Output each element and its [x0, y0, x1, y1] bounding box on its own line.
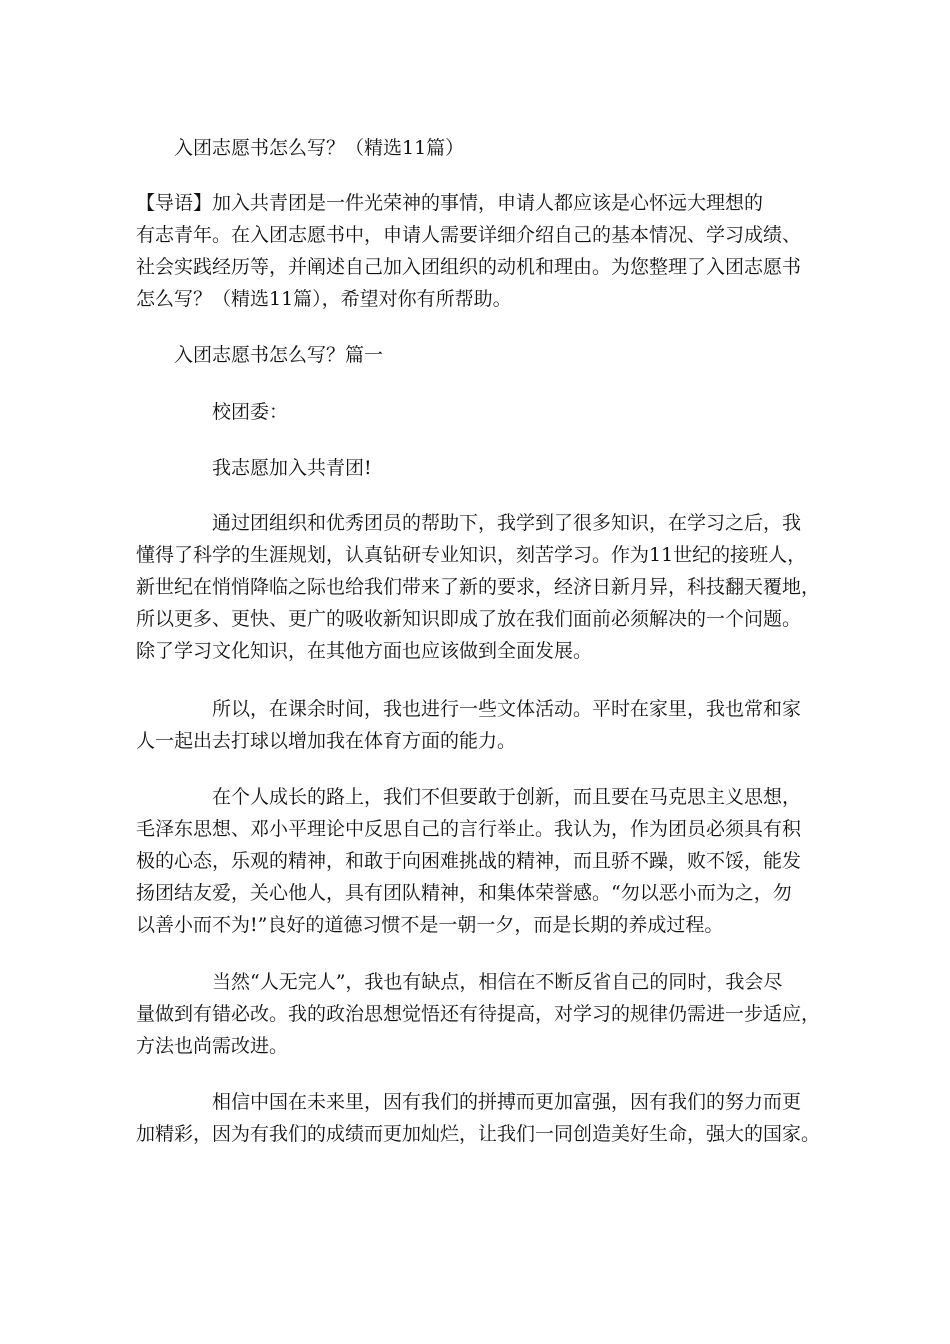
paragraph-line: 毛泽东思想、邓小平理论中反思自己的言行举止。我认为，作为团员必须具有积 [136, 818, 802, 840]
intro-line: 有志青年。在入团志愿书中，申请人需要详细介绍自己的基本情况、学习成绩、 [136, 224, 802, 246]
paragraph-line: 以善小而不为!”良好的道德习惯不是一朝一夕，而是长期的养成过程。 [136, 914, 724, 936]
declaration-line: 我志愿加入共青团! [212, 457, 372, 479]
body-paragraph-4 [136, 966, 826, 1062]
paragraph-line: 相信中国在未来里，因有我们的拼搏而更加富强，因有我们的努力而更 [212, 1091, 802, 1113]
intro-line: 怎么写？（精选11篇），希望对你有所帮助。 [136, 288, 512, 310]
paragraph-line: 量做到有错必改。我的政治思想觉悟还有待提高，对学习的规律仍需进一步适应， [136, 1003, 821, 1025]
intro-line: 社会实践经历等，并阐述自己加入团组织的动机和理由。为您整理了入团志愿书 [136, 256, 802, 278]
section-heading [136, 339, 826, 371]
title-line: 入团志愿书怎么写？（精选11篇） [174, 137, 465, 159]
paragraph-line: 人一起出去打球以增加我在体育方面的能力。 [136, 730, 517, 752]
paragraph-line: 除了学习文化知识，在其他方面也应该做到全面发展。 [136, 640, 593, 662]
paragraph-line: 方法也尚需改进。 [136, 1035, 289, 1057]
section-heading-line: 入团志愿书怎么写？篇一 [174, 344, 384, 366]
body-paragraph-5 [136, 1086, 826, 1150]
paragraph-line: 通过团组织和优秀团员的帮助下，我学到了很多知识，在学习之后，我 [212, 512, 802, 534]
paragraph-line: 懂得了科学的生涯规划，认真钻研专业知识，刻苦学习。作为11世纪的接班人， [136, 544, 807, 566]
paragraph-line: 在个人成长的路上，我们不但要敢于创新，而且要在马克思主义思想， [212, 786, 802, 808]
intro-line: 【导语】加入共青团是一件光荣神的事情，申请人都应该是心怀远大理想的 [136, 192, 764, 214]
body-paragraph-1 [136, 507, 826, 667]
paragraph-line: 所以更多、更快、更广的吸收新知识即成了放在我们面前必须解决的一个问题。 [136, 608, 802, 630]
intro-paragraph [136, 187, 826, 315]
salutation [136, 396, 826, 428]
paragraph-line: 极的心态，乐观的精神，和敢于向困难挑战的精神，而且骄不躁，败不馁，能发 [136, 850, 802, 872]
salutation-line: 校团委： [212, 401, 289, 423]
declaration [136, 452, 826, 484]
body-paragraph-2 [136, 693, 826, 757]
paragraph-line: 新世纪在悄悄降临之际也给我们带来了新的要求，经济日新月异，科技翻天覆地， [136, 576, 821, 598]
paragraph-line: 加精彩，因为有我们的成绩而更加灿烂，让我们一同创造美好生命，强大的国家。 [136, 1123, 821, 1145]
document-title [136, 132, 826, 164]
paragraph-line: 扬团结友爱，关心他人，具有团队精神，和集体荣誉感。“勿以恶小而为之，勿 [136, 882, 792, 904]
paragraph-line: 所以，在课余时间，我也进行一些文体活动。平时在家里，我也常和家 [212, 698, 802, 720]
paragraph-line: 当然“人无完人”，我也有缺点，相信在不断反省自己的同时，我会尽 [212, 971, 783, 993]
body-paragraph-3 [136, 781, 826, 941]
